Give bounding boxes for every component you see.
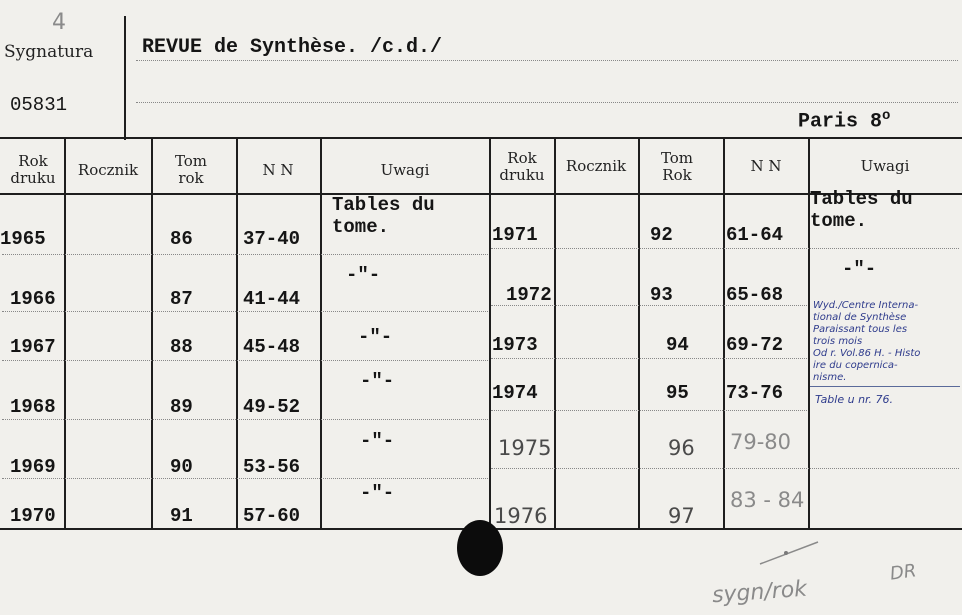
left-tom-4: 89	[170, 396, 193, 418]
row-separator	[491, 248, 959, 249]
col-line	[638, 138, 640, 530]
left-rok-4: 1968	[10, 396, 56, 418]
left-uwagi-ditto-2: -"-	[358, 326, 393, 348]
punch-hole	[457, 520, 503, 576]
table-top-border	[0, 137, 962, 139]
left-uwagi-tables: Tables du tome.	[332, 194, 435, 238]
col-header-rok-druku-right: Rok druku	[499, 149, 545, 184]
title-dotted-line	[136, 60, 958, 61]
col-line	[554, 138, 556, 530]
col-header-rocznik-right: Rocznik	[565, 157, 627, 175]
row-separator	[2, 478, 488, 479]
col-line	[320, 138, 322, 530]
right-uwagi-ditto: -"-	[842, 258, 877, 280]
left-tom-6: 91	[170, 505, 193, 527]
col-header-rocznik-left: Rocznik	[77, 161, 139, 179]
pencil-corner-mark: DR	[888, 560, 918, 585]
right-rok-6: 1976	[494, 504, 548, 528]
right-rok-5: 1975	[498, 436, 552, 460]
row-separator	[491, 468, 959, 469]
left-uwagi-ditto-1: -"-	[346, 264, 381, 286]
sygnatura-value: 05831	[10, 94, 68, 116]
left-nn-3: 45-48	[243, 336, 301, 358]
place-degree: o	[882, 108, 891, 124]
right-rok-1: 1971	[492, 224, 538, 246]
col-line	[236, 138, 238, 530]
right-tom-3: 94	[666, 334, 689, 356]
right-tom-4: 95	[666, 382, 689, 404]
sygnatura-label: Sygnatura	[4, 42, 94, 62]
handwritten-table-note: Table u nr. 76.	[815, 393, 894, 406]
right-uwagi-tables: Tables du tome.	[810, 188, 913, 232]
right-nn-6: 83 - 84	[730, 488, 805, 512]
left-uwagi-ditto-5: -"-	[360, 482, 395, 504]
left-nn-4: 49-52	[243, 396, 301, 418]
publication-place	[798, 108, 890, 134]
handwritten-publisher-note: Wyd./Centre Interna- tional de Synthèse Paraissant tous les trois mois Od r. Vol.86 H. - Histo ire du copernica- nisme.	[813, 300, 921, 383]
col-line	[723, 138, 725, 530]
col-line	[489, 138, 491, 530]
right-tom-5: 96	[668, 436, 695, 460]
left-nn-6: 57-60	[243, 505, 301, 527]
row-separator	[2, 254, 488, 255]
right-rok-3: 1973	[492, 334, 538, 356]
row-separator	[491, 410, 807, 411]
col-header-tom-left: Tom rok	[174, 152, 208, 187]
left-nn-2: 41-44	[243, 288, 301, 310]
left-tom-2: 87	[170, 288, 193, 310]
right-tom-2: 93	[650, 284, 673, 306]
pencil-sygn-rok-note: sygn/rok	[711, 576, 808, 609]
row-separator	[2, 311, 488, 312]
left-rok-2: 1966	[10, 288, 56, 310]
header-divider	[124, 16, 126, 140]
second-dotted-line	[136, 102, 958, 103]
row-separator	[2, 419, 488, 420]
left-nn-5: 53-56	[243, 456, 301, 478]
left-nn-1: 37-40	[243, 228, 301, 250]
right-nn-4: 73-76	[726, 382, 784, 404]
right-nn-5: 79-80	[730, 430, 792, 454]
right-nn-3: 69-72	[726, 334, 784, 356]
left-rok-5: 1969	[10, 456, 56, 478]
col-header-uwagi-left: Uwagi	[380, 161, 430, 179]
col-header-nn-right: N N	[750, 157, 782, 175]
pencil-stroke-mark	[756, 536, 826, 568]
col-header-tom-right: Tom Rok	[660, 149, 694, 184]
left-rok-1: 1965	[0, 228, 46, 250]
right-rok-4: 1974	[492, 382, 538, 404]
left-tom-1: 86	[170, 228, 193, 250]
row-separator	[491, 358, 807, 359]
col-header-rok-druku-left: Rok druku	[10, 152, 56, 187]
left-tom-5: 90	[170, 456, 193, 478]
row-separator	[2, 360, 488, 361]
left-uwagi-ditto-3: -"-	[360, 370, 395, 392]
right-nn-2: 65-68	[726, 284, 784, 306]
left-uwagi-ditto-4: -"-	[360, 430, 395, 452]
col-line	[151, 138, 153, 530]
right-tom-6: 97	[668, 504, 695, 528]
left-rok-3: 1967	[10, 336, 56, 358]
col-header-uwagi-right: Uwagi	[860, 157, 910, 175]
place-text: Paris 8	[798, 110, 883, 134]
left-tom-3: 88	[170, 336, 193, 358]
right-rok-2: 1972	[506, 284, 552, 306]
col-header-nn-left: N N	[262, 161, 294, 179]
right-nn-1: 61-64	[726, 224, 784, 246]
document-title: REVUE de Synthèse. /c.d./	[142, 36, 443, 59]
left-rok-6: 1970	[10, 505, 56, 527]
right-tom-1: 92	[650, 224, 673, 246]
col-line	[64, 138, 66, 530]
note-separator	[810, 386, 960, 387]
corner-mark: 4	[52, 10, 66, 35]
